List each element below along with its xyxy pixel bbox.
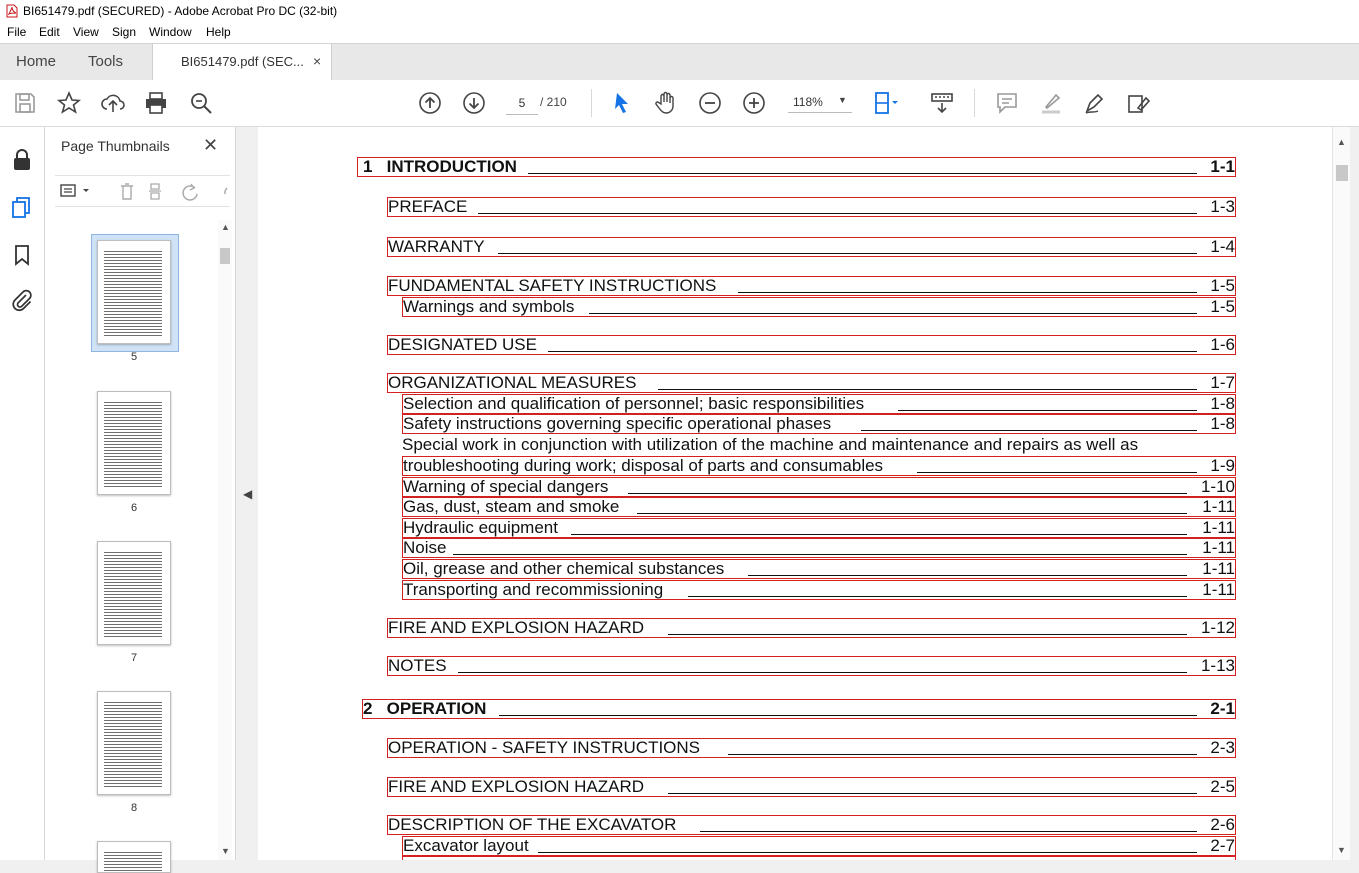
thumbnail-page-number: 8 — [130, 802, 138, 814]
toc-entry-page: 2-6 — [1210, 815, 1235, 834]
attachment-paperclip-icon[interactable] — [10, 288, 34, 312]
toc-entry-title: Warnings and symbols — [403, 298, 578, 316]
page-thumbnail[interactable] — [97, 541, 171, 645]
toc-entry[interactable] — [387, 197, 1236, 217]
toc-leader — [498, 253, 1197, 254]
toc-leader — [917, 472, 1197, 473]
page-total: / 210 — [540, 95, 567, 109]
tab-tools[interactable]: Tools — [88, 53, 124, 70]
zoom-in-icon[interactable] — [741, 90, 767, 116]
scroll-up-icon[interactable]: ▲ — [1337, 137, 1346, 147]
page-thumbnails-icon[interactable] — [10, 195, 34, 219]
toc-entry-page: 1-1 — [1210, 157, 1235, 176]
toolbar-divider — [591, 89, 592, 117]
toc-leader — [628, 493, 1187, 494]
toc-entry-page: 1-8 — [1210, 414, 1235, 433]
toc-entry-page: 1-11 — [1202, 559, 1235, 578]
thumbnails-panel — [45, 127, 236, 860]
collapse-left-icon[interactable]: ◀ — [243, 487, 253, 501]
toc-entry-title: FIRE AND EXPLOSION HAZARD — [388, 619, 648, 637]
toolbar-divider — [974, 89, 975, 117]
toc-entry[interactable] — [402, 518, 1236, 538]
page-thumbnail[interactable] — [97, 240, 171, 344]
toc-entry[interactable] — [387, 335, 1236, 355]
bookmarks-icon[interactable] — [10, 243, 34, 267]
toc-leader — [728, 754, 1197, 755]
toc-entry-page: 1-6 — [1210, 335, 1235, 354]
find-zoom-icon[interactable] — [188, 90, 214, 116]
toc-entry-title: WARRANTY — [388, 238, 489, 256]
toc-entry[interactable] — [387, 815, 1236, 835]
main-toolbar — [0, 80, 1359, 127]
toc-leader — [658, 389, 1197, 390]
toc-entry-title: DESCRIPTION OF THE EXCAVATOR — [388, 816, 680, 834]
tab-document[interactable] — [152, 44, 332, 81]
page-thumbnail[interactable] — [97, 691, 171, 795]
toc-entry-title: Noise — [403, 539, 450, 557]
scrolling-mode-icon[interactable] — [929, 90, 955, 116]
print-icon[interactable] — [143, 90, 169, 116]
right-panel-strip — [1350, 127, 1359, 860]
scroll-down-icon[interactable]: ▼ — [221, 846, 230, 856]
toc-entry[interactable] — [402, 559, 1236, 579]
zoom-level-select[interactable] — [788, 92, 852, 113]
rotate-left-icon[interactable] — [183, 184, 197, 200]
document-scrollbar[interactable] — [1332, 127, 1351, 860]
previous-page-icon[interactable] — [417, 90, 443, 116]
toc-entry[interactable] — [387, 276, 1236, 296]
toc-leader — [499, 715, 1197, 716]
toc-entry-page: 1-7 — [1210, 373, 1235, 392]
toc-entry-title: FUNDAMENTAL SAFETY INSTRUCTIONS — [388, 277, 720, 295]
options-menu-icon[interactable] — [61, 185, 89, 196]
toc-section-number: 1 — [363, 157, 373, 176]
toc-entry-title: OPERATION - SAFETY INSTRUCTIONS — [388, 739, 704, 757]
toc-leader — [898, 410, 1197, 411]
toc-entry-page: 2-3 — [1210, 738, 1235, 757]
toc-entry[interactable] — [387, 237, 1236, 257]
rotate-right-icon[interactable] — [225, 188, 227, 194]
toc-entry[interactable] — [357, 157, 1236, 177]
toc-leader — [668, 634, 1187, 635]
toc-entry-title: Oil, grease and other chemical substances — [403, 560, 728, 578]
toc-entry[interactable] — [402, 580, 1236, 600]
scroll-down-icon[interactable]: ▼ — [1337, 845, 1346, 855]
page-thumbnail[interactable] — [97, 391, 171, 495]
toc-leader — [538, 852, 1197, 853]
toc-entry[interactable] — [402, 414, 1236, 434]
scrollbar-thumb[interactable] — [1336, 165, 1348, 181]
toc-entry-page: 1-12 — [1200, 618, 1235, 637]
toc-entry-page: 2-1 — [1210, 699, 1235, 718]
toc-entry-title: INTRODUCTION — [386, 157, 517, 176]
toc-entry-title: Warning of special dangers — [403, 478, 612, 496]
toc-section-number: 2 — [363, 699, 373, 718]
toc-entry[interactable] — [387, 738, 1236, 758]
close-tab-icon[interactable]: × — [313, 53, 322, 69]
toc-entry-title: FIRE AND EXPLOSION HAZARD — [388, 778, 648, 796]
toc-entry[interactable] — [402, 836, 1236, 856]
toc-entry-title: Excavator layout — [403, 837, 533, 855]
tab-bar — [0, 43, 1359, 81]
toc-leader — [478, 213, 1197, 214]
toc-entry-title: Transporting and recommissioning — [403, 581, 667, 599]
toc-entry-page: 1-11 — [1202, 538, 1235, 557]
toc-leader — [748, 575, 1187, 576]
toc-entry-page: 1-8 — [1210, 394, 1235, 413]
upload-cloud-icon[interactable] — [100, 90, 126, 116]
page-number-input[interactable] — [506, 92, 538, 115]
page-thumbnail[interactable] — [97, 841, 171, 873]
thumbnail-page-number: 5 — [130, 351, 138, 363]
toc-entry[interactable] — [402, 456, 1236, 476]
hand-tool-icon[interactable] — [653, 90, 679, 116]
menu-sign[interactable]: Sign — [112, 25, 137, 39]
toc-entry-page: 1-11 — [1202, 580, 1235, 599]
panel-collapse-strip[interactable] — [236, 127, 258, 860]
toc-entry[interactable] — [402, 297, 1236, 317]
highlight-icon[interactable] — [1038, 90, 1064, 116]
tab-home[interactable]: Home — [16, 53, 57, 70]
thumbnail-page-number: 7 — [130, 652, 138, 664]
toc-entry-page: 1-4 — [1210, 237, 1235, 256]
toc-entry-page: 1-10 — [1200, 477, 1235, 496]
thumbnail-page-number: 6 — [130, 502, 138, 514]
toc-leader — [668, 793, 1197, 794]
toc-entry-page: 1-5 — [1210, 276, 1235, 295]
select-cursor-icon[interactable] — [609, 90, 635, 116]
toc-entry-page: 1-11 — [1202, 497, 1235, 516]
menu-window[interactable]: Window — [149, 25, 192, 39]
toc-leader — [589, 313, 1197, 314]
toc-entry-page: 1-9 — [1210, 456, 1235, 475]
draw-pen-icon[interactable] — [1082, 90, 1108, 116]
bookmark-star-icon[interactable] — [56, 90, 82, 116]
toc-entry-page: 1-5 — [1210, 297, 1235, 316]
toc-entry-title: Gas, dust, steam and smoke — [403, 498, 623, 516]
thumbnail-scrollbar[interactable] — [218, 220, 232, 860]
menu-view[interactable]: View — [73, 25, 99, 39]
title-bar — [0, 0, 1359, 22]
toc-leader — [861, 430, 1197, 431]
panel-title: Page Thumbnails — [61, 138, 170, 154]
save-icon[interactable] — [12, 90, 38, 116]
close-panel-icon[interactable]: ✕ — [203, 135, 219, 155]
toc-leader — [688, 596, 1187, 597]
menu-edit[interactable]: Edit — [39, 25, 60, 39]
toc-entry[interactable] — [387, 777, 1236, 797]
fill-sign-icon[interactable] — [1126, 90, 1152, 116]
toc-entry-page: 2-7 — [1210, 836, 1235, 855]
next-page-icon[interactable] — [461, 90, 487, 116]
toc-entry[interactable] — [402, 856, 1236, 860]
scrollbar-thumb[interactable] — [220, 248, 230, 264]
toc-entry-page: 2-5 — [1210, 777, 1235, 796]
acrobat-pdf-icon — [6, 4, 18, 18]
toc-leader — [637, 513, 1187, 514]
toc-entry[interactable] — [362, 699, 1236, 719]
toc-entry-page: 1-11 — [1202, 518, 1235, 537]
zoom-out-icon[interactable] — [697, 90, 723, 116]
toc-entry[interactable] — [387, 373, 1236, 393]
toc-entry-page: 1-3 — [1210, 197, 1235, 216]
toc-entry[interactable] — [387, 656, 1236, 676]
delete-page-icon[interactable] — [121, 184, 133, 199]
toc-leader — [458, 672, 1187, 673]
toc-entry-title: DESIGNATED USE — [388, 336, 541, 354]
tab-document-label: BI651479.pdf (SEC... — [181, 54, 304, 69]
zoom-level-value: 118% — [793, 95, 823, 109]
toc-entry[interactable] — [402, 538, 1236, 558]
toc-entry-title: Selection and qualification of personnel; basic responsibilities — [403, 395, 868, 413]
page-display-icon[interactable] — [873, 90, 899, 116]
menu-file[interactable]: File — [7, 25, 27, 39]
menu-bar — [0, 22, 1359, 43]
toc-entry-title: ORGANIZATIONAL MEASURES — [388, 374, 640, 392]
toc-entry-title: troubleshooting during work; disposal of parts and consumables — [403, 457, 887, 475]
toc-entry-title: NOTES — [388, 657, 451, 675]
insert-page-icon[interactable] — [149, 184, 161, 199]
menu-help[interactable]: Help — [206, 25, 231, 39]
toc-entry-title: Hydraulic equipment — [403, 519, 562, 537]
document-view[interactable] — [258, 127, 1332, 860]
toc-entry-title: Special work in conjunction with utilization of the machine and maintenance and repairs as well as — [402, 435, 1139, 454]
window-title: BI651479.pdf (SECURED) - Adobe Acrobat Pro DC (32-bit) — [23, 4, 338, 18]
toc-entry-title: Safety instructions governing specific operational phases — [403, 415, 835, 433]
toc-entry[interactable] — [387, 618, 1236, 638]
comment-icon[interactable] — [994, 90, 1020, 116]
left-nav-rail — [0, 127, 45, 860]
panel-toolbar — [55, 175, 230, 207]
toc-entry[interactable] — [402, 477, 1236, 497]
toc-leader — [453, 554, 1187, 555]
toc-leader — [700, 831, 1197, 832]
scroll-up-icon[interactable]: ▲ — [221, 222, 230, 232]
chevron-down-icon: ▼ — [838, 95, 847, 105]
toc-entry-title: PREFACE — [388, 198, 471, 216]
toc-entry-title: OPERATION — [386, 699, 487, 718]
toc-leader — [548, 351, 1197, 352]
toc-leader — [528, 173, 1197, 174]
toc-entry-page: 1-13 — [1200, 656, 1235, 675]
lock-icon[interactable] — [10, 148, 34, 172]
toc-leader — [738, 292, 1197, 293]
toc-entry[interactable] — [402, 497, 1236, 517]
toc-entry[interactable] — [402, 394, 1236, 414]
toc-leader — [571, 534, 1187, 535]
